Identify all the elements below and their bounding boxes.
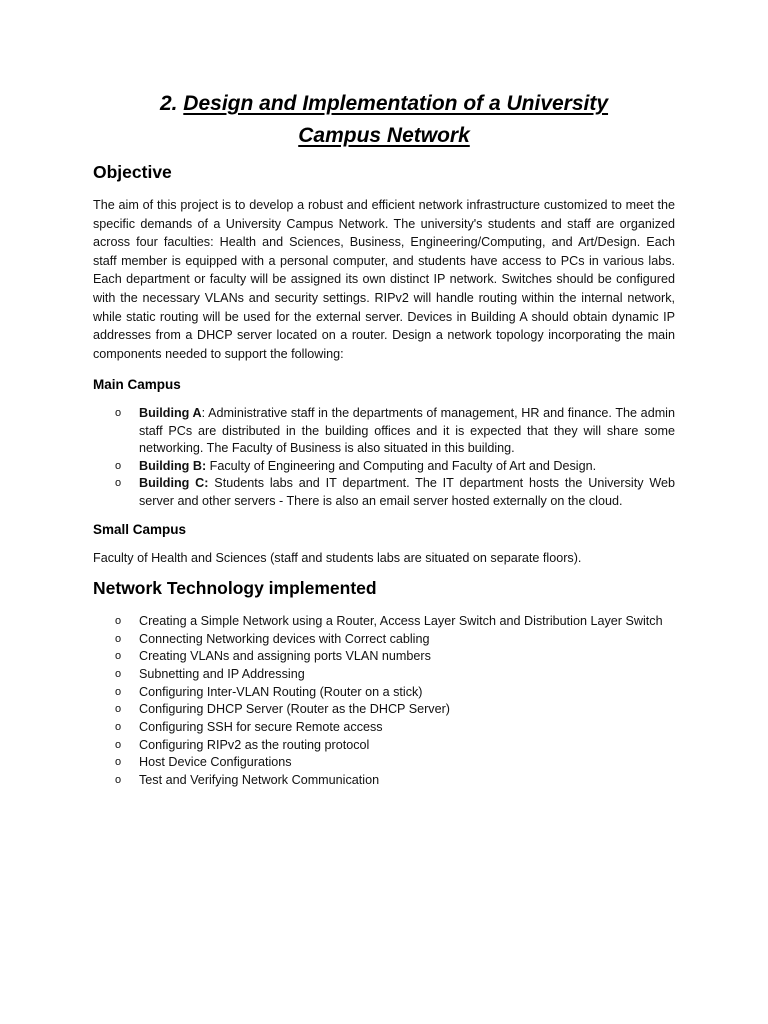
bullet-icon: o — [115, 477, 122, 490]
list-item — [93, 737, 693, 755]
objective-heading: Objective — [93, 162, 172, 182]
bullet-icon: o — [115, 615, 122, 627]
list-item-text: Configuring DHCP Server (Router as the DHCP Server) — [139, 702, 450, 717]
list-item-text: Configuring RIPv2 as the routing protocol — [139, 737, 370, 752]
bullet-icon: o — [115, 756, 122, 769]
bullet-icon: o — [115, 459, 122, 472]
list-item-text: Configuring Inter-VLAN Routing (Router on a stick) — [139, 684, 423, 699]
building-label: Building A — [139, 406, 202, 420]
list-item — [93, 475, 675, 510]
building-description: : Administrative staff in the departments of management, HR and finance. The admin staff PCs are distributed in the building offices and it is expected that they will share some networking. The Faculty of Business is also situated in this building. — [139, 406, 675, 456]
title-line-2: Campus Network — [298, 124, 470, 147]
list-item-text: Configuring SSH for secure Remote access — [139, 719, 383, 734]
section-number: 2. — [159, 92, 178, 115]
building-label: Building B: — [139, 458, 207, 473]
list-item — [93, 666, 693, 684]
list-item — [93, 648, 693, 666]
main-campus-list — [93, 405, 675, 511]
main-campus-heading: Main Campus — [93, 377, 181, 392]
small-campus-text: Faculty of Health and Sciences (staff and students labs are situated on separate floors). — [93, 551, 582, 565]
bullet-icon: o — [115, 667, 122, 680]
building-description: Faculty of Engineering and Computing and Faculty of Art and Design. — [206, 458, 597, 473]
list-item — [93, 701, 693, 719]
list-item-text: Creating a Simple Network using a Router, Access Layer Switch and Distribution Layer Switch — [139, 614, 663, 628]
list-item — [93, 772, 693, 790]
building-description: Students labs and IT department. The IT department hosts the University Web server and other servers - There is also an email server hosted externally on the cloud. — [139, 476, 676, 508]
building-label: Building C: — [139, 476, 209, 491]
list-item — [93, 719, 693, 737]
bullet-icon: o — [115, 650, 122, 663]
list-item-text: Connecting Networking devices with Correct cabling — [139, 631, 430, 646]
bullet-icon: o — [115, 703, 122, 716]
list-item — [93, 754, 693, 772]
objective-paragraph: The aim of this project is to develop a robust and efficient network infrastructure customized to meet the specific demands of a University Campus Network. The university's students and staff are organized across four faculties: Health and Sciences, Business, Engineering/Computing, and Art/Design. Each staff member is equipped with a personal computer, and students have access to PCs in various labs. Each department or faculty will be assigned its own distinct IP network. Switches should be configured with the necessary VLANs and security settings. RIPv2 will handle routing within the internal network, while static routing will be used for the external server. Devices in Building A should obtain dynamic IP addresses from a DHCP server located on a router. Design a network topology incorporating the main components needed to support the following: — [93, 198, 675, 361]
bullet-icon: o — [115, 632, 122, 645]
list-item-text: Creating VLANs and assigning ports VLAN numbers — [139, 649, 431, 664]
list-item — [93, 458, 675, 476]
network-tech-list — [93, 613, 693, 790]
bullet-icon: o — [115, 407, 122, 419]
list-item — [93, 684, 693, 702]
small-campus-heading: Small Campus — [93, 522, 187, 537]
bullet-icon: o — [115, 720, 122, 733]
list-item — [93, 631, 693, 649]
list-item-text: Host Device Configurations — [139, 755, 292, 770]
bullet-icon: o — [115, 773, 122, 786]
document-title — [93, 88, 675, 152]
bullet-icon: o — [115, 685, 122, 698]
list-item — [93, 613, 693, 631]
bullet-icon: o — [115, 738, 122, 751]
list-item-text: Subnetting and IP Addressing — [139, 666, 305, 681]
list-item-text: Test and Verifying Network Communication — [139, 772, 380, 787]
list-item — [93, 405, 675, 458]
title-line-1: Design and Implementation of a University — [183, 92, 609, 115]
network-tech-heading: Network Technology implemented — [93, 578, 377, 598]
